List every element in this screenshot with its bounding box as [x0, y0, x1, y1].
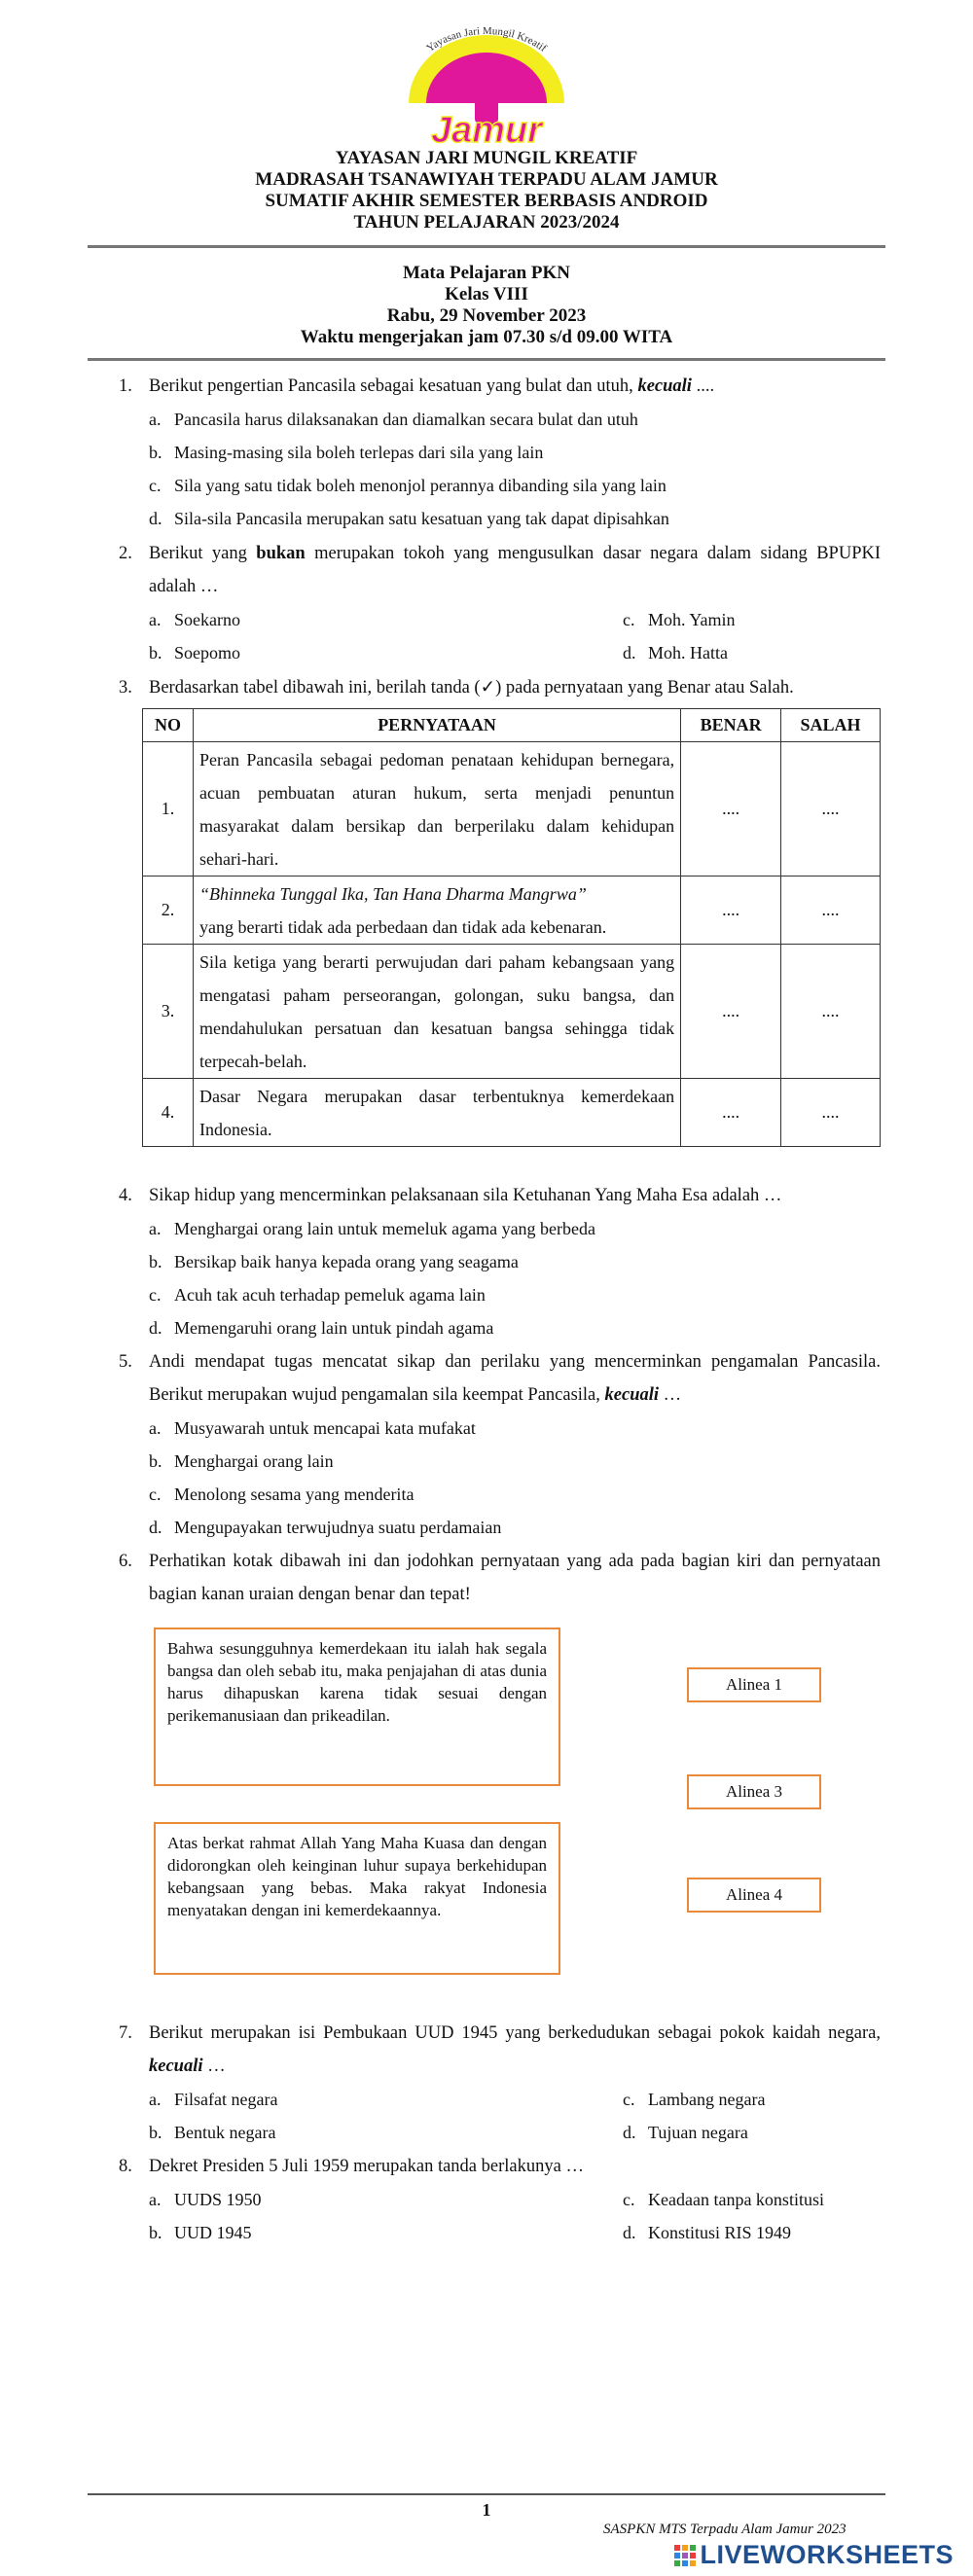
q4-option-d[interactable]: d. Memengaruhi orang lain untuk pindah agama — [149, 1318, 494, 1338]
school-logo — [389, 27, 584, 144]
q5-option-a[interactable]: a. Musyawarah untuk mencapai kata mufakat — [149, 1418, 476, 1438]
logo-word: Jamur — [430, 110, 543, 144]
benar-answer-1[interactable]: .... — [681, 742, 781, 877]
subject: Mata Pelajaran PKN — [402, 263, 570, 283]
q8-option-c[interactable]: c. Keadaan tanpa konstitusi — [623, 2190, 824, 2209]
subject-block — [0, 263, 973, 348]
header-statement: PERNYATAAN — [193, 709, 680, 742]
statement-table — [142, 708, 881, 1147]
benar-answer-4[interactable]: .... — [681, 1079, 781, 1147]
question-7: 7. Berikut merupakan isi Pembukaan UUD 1945 yang berkedudukan sebagai pokok kaidah negara, kecuali … — [119, 2023, 881, 2076]
subject-divider — [88, 358, 885, 361]
q1-option-c[interactable]: c. Sila yang satu tidak boleh menonjol perannya dibanding sila yang lain — [149, 476, 667, 495]
table-header — [143, 709, 881, 742]
logo-arc-text: Yayasan Jari Mungil Kreatif — [424, 27, 549, 54]
foundation-name: YAYASAN JARI MUNGIL KREATIF — [335, 148, 638, 168]
question-6: 6. Perhatikan kotak dibawah ini dan jodohkan pernyataan yang ada pada bagian kiri dan pernyataan bagian kanan uraian dengan benar dan tepat! — [119, 1552, 881, 1604]
exam-date: Rabu, 29 November 2023 — [386, 305, 587, 326]
q5-option-c[interactable]: c. Menolong sesama yang menderita — [149, 1485, 414, 1504]
q4-option-b[interactable]: b. Bersikap baik hanya kepada orang yang seagama — [149, 1252, 519, 1271]
q2-option-d[interactable]: d. Moh. Hatta — [623, 643, 728, 662]
matching-statement-2[interactable]: Atas berkat rahmat Allah Yang Maha Kuasa dan dengan didorongkan oleh keinginan luhur supaya berkehidupan kebangsaan yang bebas. Maka rakyat Indonesia menyatakan dengan ini kemerdekaannya. — [154, 1822, 560, 1975]
question-2: 2. Berikut yang bukan merupakan tokoh yang mengusulkan dasar negara dalam sidang BPUPKI adalah … — [119, 544, 882, 596]
q4-option-c[interactable]: c. Acuh tak acuh terhadap pemeluk agama lain — [149, 1285, 486, 1305]
liveworksheets-icon — [674, 2543, 696, 2564]
header-no: NO — [143, 709, 194, 742]
footer-caption: SASPKN MTS Terpadu Alam Jamur 2023 — [603, 2522, 847, 2537]
q8-option-d[interactable]: d. Konstitusi RIS 1949 — [623, 2223, 792, 2242]
q4-option-a[interactable]: a. Menghargai orang lain untuk memeluk agama yang berbeda — [149, 1219, 596, 1238]
footer-divider — [88, 2493, 885, 2495]
salah-answer-3[interactable]: .... — [781, 945, 881, 1079]
table-row: 1. Peran Pancasila sebagai pedoman penataan kehidupan bernegara, acuan pembuatan aturan hukum, serta menjadi penuntun masyarakat dalam bersikap dan berperilaku dalam kehidupan sehari-hari. .... .... — [143, 742, 881, 877]
q7-option-a[interactable]: a. Filsafat negara — [149, 2090, 278, 2109]
header-benar: BENAR — [681, 709, 781, 742]
q5-option-d[interactable]: d. Mengupayakan terwujudnya suatu perdamaian — [149, 1518, 502, 1537]
q7-option-c[interactable]: c. Lambang negara — [623, 2090, 766, 2109]
matching-statement-1[interactable]: Bahwa sesungguhnya kemerdekaan itu ialah hak segala bangsa dan oleh sebab itu, maka penjajahan di atas dunia harus dihapuskan karena tidak sesuai dengan perikemanusiaan dan prikeadilan. — [154, 1628, 560, 1786]
header-salah: SALAH — [781, 709, 881, 742]
academic-year: TAHUN PELAJARAN 2023/2024 — [353, 212, 620, 233]
exam-name: SUMATIF AKHIR SEMESTER BERBASIS ANDROID — [265, 191, 708, 211]
matching-answer-alinea-3[interactable]: Alinea 3 — [687, 1774, 821, 1809]
q2-option-c[interactable]: c. Moh. Yamin — [623, 610, 736, 629]
matching-answer-alinea-1[interactable]: Alinea 1 — [687, 1667, 821, 1702]
q1-option-d[interactable]: d. Sila-sila Pancasila merupakan satu kesatuan yang tak dapat dipisahkan — [149, 509, 669, 528]
table-row: 3. Sila ketiga yang berarti perwujudan dari paham kebangsaan yang mengatasi paham perseorangan, golongan, suku bangsa, dan mendahulukan persatuan dan kesatuan bangsa sehingga tidak terpecah-belah. .... .... — [143, 945, 881, 1079]
salah-answer-2[interactable]: .... — [781, 877, 881, 945]
liveworksheets-logo[interactable]: LIVEWORKSHEETS — [674, 2540, 954, 2570]
q1-option-b[interactable]: b. Masing-masing sila boleh terlepas dari sila yang lain — [149, 443, 544, 462]
matching-answer-alinea-4[interactable]: Alinea 4 — [687, 1878, 821, 1913]
q7-option-b[interactable]: b. Bentuk negara — [149, 2123, 276, 2142]
q8-option-b[interactable]: b. UUD 1945 — [149, 2223, 252, 2242]
page-number: 1 — [482, 2500, 491, 2520]
q1-option-a[interactable]: a. Pancasila harus dilaksanakan dan diamalkan secara bulat dan utuh — [149, 410, 638, 429]
q8-option-a[interactable]: a. UUDS 1950 — [149, 2190, 262, 2209]
header-block — [0, 148, 973, 233]
q2-option-b[interactable]: b. Soepomo — [149, 643, 241, 662]
q7-option-d[interactable]: d. Tujuan negara — [623, 2123, 748, 2142]
q5-option-b[interactable]: b. Menghargai orang lain — [149, 1451, 334, 1471]
benar-answer-2[interactable]: .... — [681, 877, 781, 945]
header-divider — [88, 245, 885, 248]
salah-answer-1[interactable]: .... — [781, 742, 881, 877]
school-name: MADRASAH TSANAWIYAH TERPADU ALAM JAMUR — [255, 169, 718, 190]
table-row: 2. “Bhinneka Tunggal Ika, Tan Hana Dharma Mangrwa” yang berarti tidak ada perbedaan dan tidak ada kebenaran. .... .... — [143, 877, 881, 945]
salah-answer-4[interactable]: .... — [781, 1079, 881, 1147]
table-row: 4. Dasar Negara merupakan dasar terbentuknya kemerdekaan Indonesia. .... .... — [143, 1079, 881, 1147]
class: Kelas VIII — [445, 284, 528, 304]
benar-answer-3[interactable]: .... — [681, 945, 781, 1079]
q2-option-a[interactable]: a. Soekarno — [149, 610, 240, 629]
exam-time: Waktu mengerjakan jam 07.30 s/d 09.00 WITA — [300, 327, 673, 347]
question-5: 5. Andi mendapat tugas mencatat sikap dan perilaku yang mencerminkan pengamalan Pancasila. Berikut merupakan wujud pengamalan sila keempat Pancasila, kecuali … — [119, 1352, 881, 1405]
